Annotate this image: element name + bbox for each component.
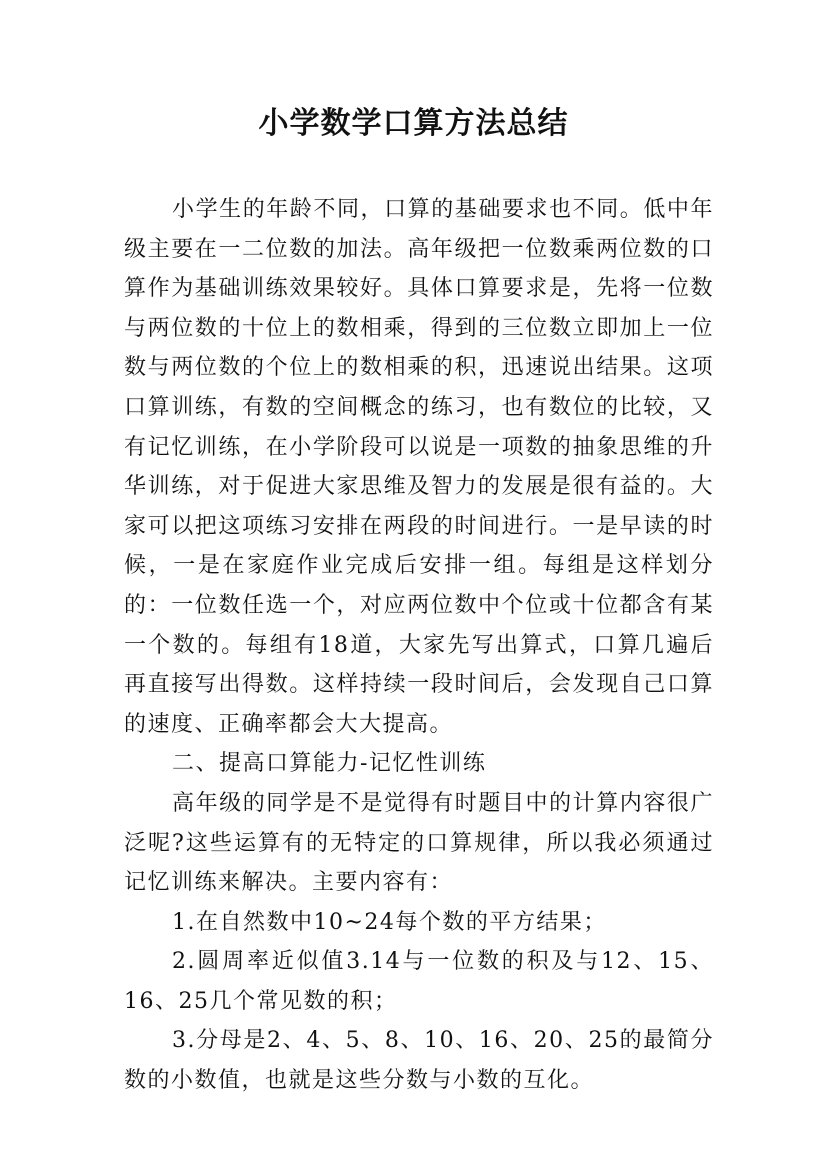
- list-item-2: 2.圆周率近似值3.14与一位数的积及与12、15、16、25几个常见数的积；: [124, 949, 714, 1014]
- document-body: [124, 190, 714, 1101]
- document-title: 小学数学口算方法总结: [258, 106, 569, 141]
- list-item-3: 3.分母是2、4、5、8、10、16、20、25的最简分数的小数值，也就是这些分数与小数的互化。: [124, 1028, 714, 1094]
- paragraph-intro: 小学生的年龄不同，口算的基础要求也不同。低中年级主要在一二位数的加法。高年级把一位数乘两位数的口算作为基础训练效果较好。具体口算要求是，先将一位数与两位数的十位上的数相乘，得到的三位数立即加上一位数与两位数的个位上的数相乘的积，迅速说出结果。这项口算训练，有数的空间概念的练习，也有数位的比较，又有记忆训练，在小学阶段可以说是一项数的抽象思维的升华训练，对于促进大家思维及智力的发展是很有益的。大家可以把这项练习安排在两段的时间进行。一是早读的时候，一是在家庭作业完成后安排一组。每组是这样划分的：一位数任选一个，对应两位数中个位或十位都含有某一个数的。每组有18道，大家先写出算式，口算几遍后再直接写出得数。这样持续一段时间后，会发现自己口算的速度、正确率都会大大提高。: [124, 197, 714, 737]
- section-heading-memory-training: 二、提高口算能力-记忆性训练: [172, 751, 487, 777]
- list-item-1: 1.在自然数中10~24每个数的平方结果；: [172, 909, 607, 935]
- paragraph-memory-intro: 高年级的同学是不是觉得有时题目中的计算内容很广泛呢?这些运算有的无特定的口算规律，所以我必须通过记忆训练来解决。主要内容有：: [124, 790, 714, 896]
